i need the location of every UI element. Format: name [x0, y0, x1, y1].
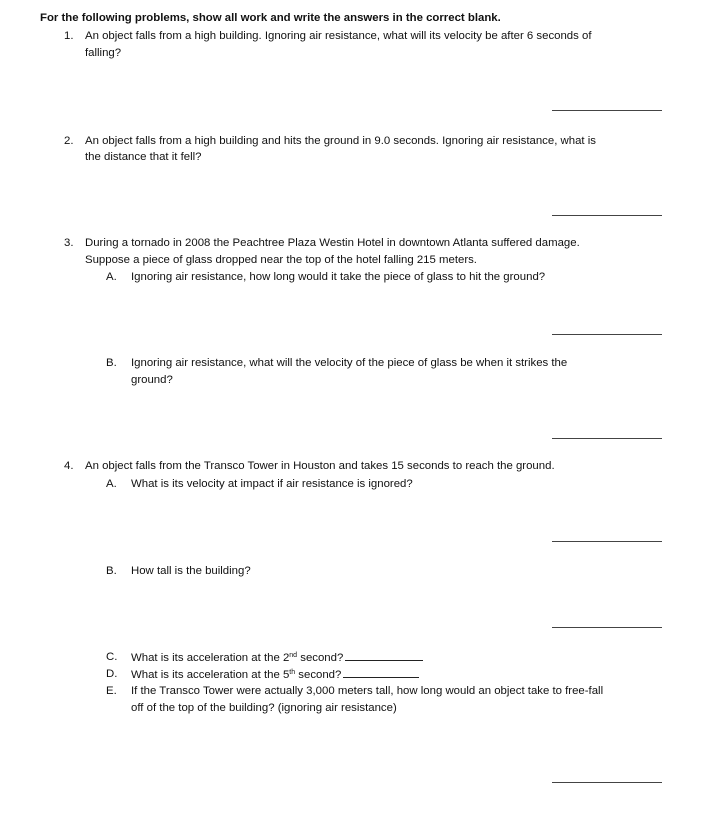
problem-3-number: 3.: [64, 237, 74, 249]
problem-4c-text-pre: What is its acceleration at the 2: [131, 652, 290, 664]
problem-4e-text-line1: If the Transco Tower were actually 3,000 meters tall, how long would an object take to free-fall: [131, 685, 604, 697]
problem-4d-text: [131, 667, 419, 683]
problem-3-text-line2: Suppose a piece of glass dropped near the top of the hotel falling 215 meters.: [85, 254, 477, 266]
problem-4a-text: What is its velocity at impact if air resistance is ignored?: [131, 478, 413, 490]
problem-1-number: 1.: [64, 30, 74, 42]
problem-3a-text: Ignoring air resistance, how long would it take the piece of glass to hit the ground?: [131, 271, 546, 283]
problem-4d-superscript: th: [289, 669, 296, 676]
problem-1-text-line1: An object falls from a high building. Ignoring air resistance, what will its velocity be after 6 seconds of: [85, 30, 592, 42]
problem-4a-answer-blank[interactable]: [552, 541, 662, 542]
instructions-heading: For the following problems, show all work and write the answers in the correct blank.: [40, 12, 501, 24]
problem-2-text-line2: the distance that it fell?: [85, 151, 202, 163]
problem-2-text-line1: An object falls from a high building and hits the ground in 9.0 seconds. Ignoring air resistance, what is: [85, 135, 596, 147]
problem-4c-text: [131, 650, 423, 666]
problem-4b-letter: B.: [106, 565, 117, 577]
problem-3a-answer-blank[interactable]: [552, 334, 662, 335]
problem-1-text-line2: falling?: [85, 47, 122, 59]
problem-1-answer-blank[interactable]: [552, 110, 662, 111]
problem-2-answer-blank[interactable]: [552, 215, 662, 216]
problem-3a-letter: A.: [106, 271, 117, 283]
problem-3b-text-line1: Ignoring air resistance, what will the velocity of the piece of glass be when it strikes the: [131, 357, 568, 369]
problem-4d-letter: D.: [106, 668, 118, 680]
problem-3b-letter: B.: [106, 357, 117, 369]
problem-4c-letter: C.: [106, 651, 118, 663]
problem-4d-text-post: second?: [295, 669, 342, 681]
problem-4c-text-post: second?: [297, 652, 344, 664]
problem-4c-answer-blank[interactable]: [345, 650, 423, 661]
problem-4e-letter: E.: [106, 685, 117, 697]
problem-4e-answer-blank[interactable]: [552, 782, 662, 783]
problem-3b-answer-blank[interactable]: [552, 438, 662, 439]
problem-3b-text-line2: ground?: [131, 374, 173, 386]
problem-4c-superscript: nd: [289, 652, 298, 659]
problem-4d-text-pre: What is its acceleration at the 5: [131, 669, 290, 681]
problem-4-number: 4.: [64, 460, 74, 472]
problem-4a-letter: A.: [106, 478, 117, 490]
problem-4b-answer-blank[interactable]: [552, 627, 662, 628]
problem-3-text-line1: During a tornado in 2008 the Peachtree Plaza Westin Hotel in downtown Atlanta suffered damage.: [85, 237, 580, 249]
problem-2-number: 2.: [64, 135, 74, 147]
problem-4d-answer-blank[interactable]: [343, 667, 419, 678]
problem-4-text-line1: An object falls from the Transco Tower in Houston and takes 15 seconds to reach the ground.: [85, 460, 555, 472]
problem-4e-text-line2: off of the top of the building? (ignoring air resistance): [131, 702, 397, 714]
problem-4b-text: How tall is the building?: [131, 565, 251, 577]
